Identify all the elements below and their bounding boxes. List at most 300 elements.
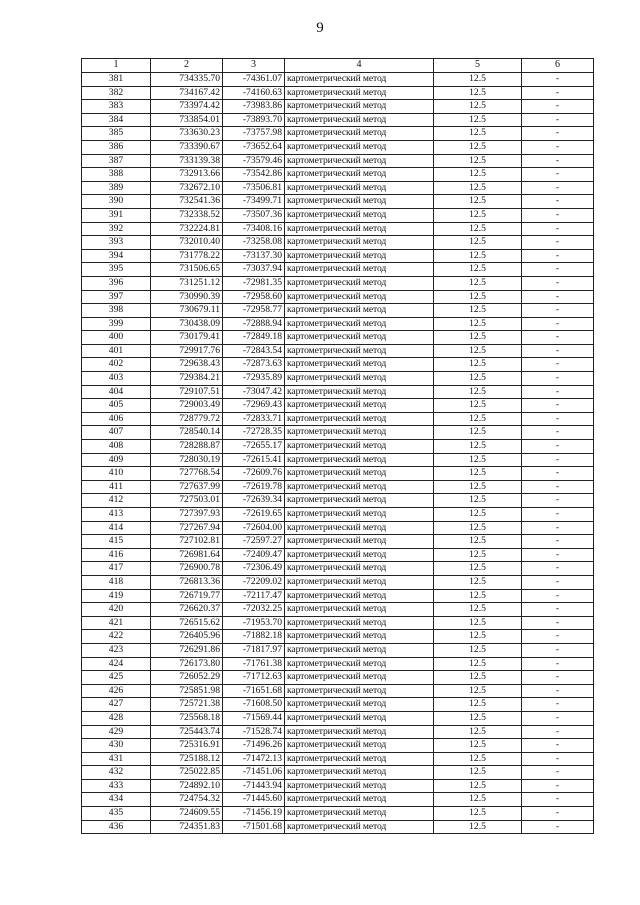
method-cell: картометрический метод bbox=[285, 331, 434, 345]
note-cell: - bbox=[522, 372, 594, 386]
y-coordinate-cell: -74361.07 bbox=[223, 73, 285, 87]
method-cell: картометрический метод bbox=[285, 412, 434, 426]
point-number-cell: 427 bbox=[82, 698, 151, 712]
x-coordinate-cell: 732338.52 bbox=[151, 208, 223, 222]
accuracy-cell: 12.5 bbox=[434, 208, 522, 222]
table-row bbox=[82, 412, 594, 426]
accuracy-cell: 12.5 bbox=[434, 643, 522, 657]
method-cell: картометрический метод bbox=[285, 440, 434, 454]
method-cell: картометрический метод bbox=[285, 548, 434, 562]
accuracy-cell: 12.5 bbox=[434, 195, 522, 209]
x-coordinate-cell: 728030.19 bbox=[151, 453, 223, 467]
x-coordinate-cell: 731251.12 bbox=[151, 276, 223, 290]
method-cell: картометрический метод bbox=[285, 616, 434, 630]
point-number-cell: 389 bbox=[82, 181, 151, 195]
x-coordinate-cell: 724351.83 bbox=[151, 820, 223, 834]
point-number-cell: 401 bbox=[82, 344, 151, 358]
point-number-cell: 425 bbox=[82, 671, 151, 685]
table-row bbox=[82, 168, 594, 182]
point-number-cell: 408 bbox=[82, 440, 151, 454]
point-number-cell: 383 bbox=[82, 100, 151, 114]
table-row bbox=[82, 249, 594, 263]
table-row bbox=[82, 304, 594, 318]
note-cell: - bbox=[522, 671, 594, 685]
accuracy-cell: 12.5 bbox=[434, 575, 522, 589]
y-coordinate-cell: -73542.86 bbox=[223, 168, 285, 182]
note-cell: - bbox=[522, 630, 594, 644]
point-number-cell: 396 bbox=[82, 276, 151, 290]
method-cell: картометрический метод bbox=[285, 494, 434, 508]
method-cell: картометрический метод bbox=[285, 684, 434, 698]
accuracy-cell: 12.5 bbox=[434, 249, 522, 263]
table-row bbox=[82, 453, 594, 467]
note-cell: - bbox=[522, 725, 594, 739]
note-cell: - bbox=[522, 249, 594, 263]
note-cell: - bbox=[522, 168, 594, 182]
method-cell: картометрический метод bbox=[285, 575, 434, 589]
point-number-cell: 403 bbox=[82, 372, 151, 386]
method-cell: картометрический метод bbox=[285, 480, 434, 494]
point-number-cell: 387 bbox=[82, 154, 151, 168]
y-coordinate-cell: -73499.71 bbox=[223, 195, 285, 209]
y-coordinate-cell: -72615.41 bbox=[223, 453, 285, 467]
method-cell: картометрический метод bbox=[285, 236, 434, 250]
table-row bbox=[82, 358, 594, 372]
method-cell: картометрический метод bbox=[285, 807, 434, 821]
note-cell: - bbox=[522, 467, 594, 481]
accuracy-cell: 12.5 bbox=[434, 222, 522, 236]
accuracy-cell: 12.5 bbox=[434, 263, 522, 277]
method-cell: картометрический метод bbox=[285, 630, 434, 644]
accuracy-cell: 12.5 bbox=[434, 562, 522, 576]
y-coordinate-cell: -72639.34 bbox=[223, 494, 285, 508]
table-row bbox=[82, 752, 594, 766]
table-row bbox=[82, 725, 594, 739]
y-coordinate-cell: -71882.18 bbox=[223, 630, 285, 644]
x-coordinate-cell: 728540.14 bbox=[151, 426, 223, 440]
method-cell: картометрический метод bbox=[285, 508, 434, 522]
table-row bbox=[82, 548, 594, 562]
x-coordinate-cell: 724754.32 bbox=[151, 793, 223, 807]
accuracy-cell: 12.5 bbox=[434, 725, 522, 739]
y-coordinate-cell: -73757.98 bbox=[223, 127, 285, 141]
x-coordinate-cell: 727503.01 bbox=[151, 494, 223, 508]
y-coordinate-cell: -73893.70 bbox=[223, 113, 285, 127]
table-row bbox=[82, 372, 594, 386]
y-coordinate-cell: -72873.63 bbox=[223, 358, 285, 372]
table-row bbox=[82, 113, 594, 127]
y-coordinate-cell: -72604.00 bbox=[223, 521, 285, 535]
accuracy-cell: 12.5 bbox=[434, 304, 522, 318]
accuracy-cell: 12.5 bbox=[434, 358, 522, 372]
point-number-cell: 419 bbox=[82, 589, 151, 603]
y-coordinate-cell: -72619.78 bbox=[223, 480, 285, 494]
method-cell: картометрический метод bbox=[285, 168, 434, 182]
accuracy-cell: 12.5 bbox=[434, 440, 522, 454]
method-cell: картометрический метод bbox=[285, 73, 434, 87]
x-coordinate-cell: 726291.86 bbox=[151, 643, 223, 657]
accuracy-cell: 12.5 bbox=[434, 711, 522, 725]
accuracy-cell: 12.5 bbox=[434, 181, 522, 195]
accuracy-cell: 12.5 bbox=[434, 698, 522, 712]
method-cell: картометрический метод bbox=[285, 100, 434, 114]
x-coordinate-cell: 729003.49 bbox=[151, 399, 223, 413]
table-row bbox=[82, 807, 594, 821]
note-cell: - bbox=[522, 100, 594, 114]
x-coordinate-cell: 731506.65 bbox=[151, 263, 223, 277]
point-number-cell: 413 bbox=[82, 508, 151, 522]
accuracy-cell: 12.5 bbox=[434, 73, 522, 87]
table-row bbox=[82, 698, 594, 712]
x-coordinate-cell: 725316.91 bbox=[151, 739, 223, 753]
table-row bbox=[82, 589, 594, 603]
header-col-5: 5 bbox=[434, 59, 522, 73]
x-coordinate-cell: 729917.76 bbox=[151, 344, 223, 358]
note-cell: - bbox=[522, 793, 594, 807]
point-number-cell: 436 bbox=[82, 820, 151, 834]
y-coordinate-cell: -72833.71 bbox=[223, 412, 285, 426]
accuracy-cell: 12.5 bbox=[434, 372, 522, 386]
point-number-cell: 411 bbox=[82, 480, 151, 494]
accuracy-cell: 12.5 bbox=[434, 752, 522, 766]
coordinates-table bbox=[81, 58, 594, 834]
table-row bbox=[82, 181, 594, 195]
table-row bbox=[82, 671, 594, 685]
method-cell: картометрический метод bbox=[285, 263, 434, 277]
table-row bbox=[82, 140, 594, 154]
table-row bbox=[82, 317, 594, 331]
x-coordinate-cell: 730990.39 bbox=[151, 290, 223, 304]
table-row bbox=[82, 290, 594, 304]
x-coordinate-cell: 725022.85 bbox=[151, 766, 223, 780]
note-cell: - bbox=[522, 453, 594, 467]
note-cell: - bbox=[522, 412, 594, 426]
note-cell: - bbox=[522, 154, 594, 168]
point-number-cell: 430 bbox=[82, 739, 151, 753]
y-coordinate-cell: -73137.30 bbox=[223, 249, 285, 263]
y-coordinate-cell: -71528.74 bbox=[223, 725, 285, 739]
accuracy-cell: 12.5 bbox=[434, 140, 522, 154]
y-coordinate-cell: -72032.25 bbox=[223, 603, 285, 617]
method-cell: картометрический метод bbox=[285, 426, 434, 440]
point-number-cell: 421 bbox=[82, 616, 151, 630]
point-number-cell: 393 bbox=[82, 236, 151, 250]
y-coordinate-cell: -72306.49 bbox=[223, 562, 285, 576]
table-row bbox=[82, 100, 594, 114]
x-coordinate-cell: 727397.93 bbox=[151, 508, 223, 522]
y-coordinate-cell: -72969.43 bbox=[223, 399, 285, 413]
note-cell: - bbox=[522, 711, 594, 725]
y-coordinate-cell: -72409.47 bbox=[223, 548, 285, 562]
note-cell: - bbox=[522, 616, 594, 630]
note-cell: - bbox=[522, 181, 594, 195]
note-cell: - bbox=[522, 562, 594, 576]
method-cell: картометрический метод bbox=[285, 154, 434, 168]
x-coordinate-cell: 726981.64 bbox=[151, 548, 223, 562]
accuracy-cell: 12.5 bbox=[434, 236, 522, 250]
x-coordinate-cell: 733630.23 bbox=[151, 127, 223, 141]
accuracy-cell: 12.5 bbox=[434, 548, 522, 562]
point-number-cell: 414 bbox=[82, 521, 151, 535]
point-number-cell: 394 bbox=[82, 249, 151, 263]
method-cell: картометрический метод bbox=[285, 643, 434, 657]
y-coordinate-cell: -71608.50 bbox=[223, 698, 285, 712]
method-cell: картометрический метод bbox=[285, 127, 434, 141]
note-cell: - bbox=[522, 290, 594, 304]
table-row bbox=[82, 440, 594, 454]
y-coordinate-cell: -72619.65 bbox=[223, 508, 285, 522]
accuracy-cell: 12.5 bbox=[434, 739, 522, 753]
note-cell: - bbox=[522, 304, 594, 318]
point-number-cell: 399 bbox=[82, 317, 151, 331]
point-number-cell: 404 bbox=[82, 385, 151, 399]
x-coordinate-cell: 733854.01 bbox=[151, 113, 223, 127]
note-cell: - bbox=[522, 140, 594, 154]
y-coordinate-cell: -73047.42 bbox=[223, 385, 285, 399]
x-coordinate-cell: 727637.99 bbox=[151, 480, 223, 494]
note-cell: - bbox=[522, 358, 594, 372]
accuracy-cell: 12.5 bbox=[434, 820, 522, 834]
x-coordinate-cell: 726900.78 bbox=[151, 562, 223, 576]
accuracy-cell: 12.5 bbox=[434, 168, 522, 182]
point-number-cell: 431 bbox=[82, 752, 151, 766]
y-coordinate-cell: -73037.94 bbox=[223, 263, 285, 277]
method-cell: картометрический метод bbox=[285, 793, 434, 807]
x-coordinate-cell: 726515.62 bbox=[151, 616, 223, 630]
accuracy-cell: 12.5 bbox=[434, 331, 522, 345]
table-row bbox=[82, 575, 594, 589]
note-cell: - bbox=[522, 766, 594, 780]
accuracy-cell: 12.5 bbox=[434, 453, 522, 467]
table-row bbox=[82, 86, 594, 100]
y-coordinate-cell: -71817.97 bbox=[223, 643, 285, 657]
x-coordinate-cell: 725851.98 bbox=[151, 684, 223, 698]
table-row bbox=[82, 684, 594, 698]
method-cell: картометрический метод bbox=[285, 208, 434, 222]
method-cell: картометрический метод bbox=[285, 344, 434, 358]
point-number-cell: 392 bbox=[82, 222, 151, 236]
y-coordinate-cell: -71501.68 bbox=[223, 820, 285, 834]
note-cell: - bbox=[522, 385, 594, 399]
point-number-cell: 381 bbox=[82, 73, 151, 87]
x-coordinate-cell: 726719.77 bbox=[151, 589, 223, 603]
point-number-cell: 435 bbox=[82, 807, 151, 821]
point-number-cell: 410 bbox=[82, 467, 151, 481]
note-cell: - bbox=[522, 807, 594, 821]
table-row bbox=[82, 562, 594, 576]
table-row bbox=[82, 739, 594, 753]
y-coordinate-cell: -71953.70 bbox=[223, 616, 285, 630]
x-coordinate-cell: 730679.11 bbox=[151, 304, 223, 318]
point-number-cell: 417 bbox=[82, 562, 151, 576]
point-number-cell: 418 bbox=[82, 575, 151, 589]
x-coordinate-cell: 729638.43 bbox=[151, 358, 223, 372]
accuracy-cell: 12.5 bbox=[434, 426, 522, 440]
method-cell: картометрический метод bbox=[285, 385, 434, 399]
method-cell: картометрический метод bbox=[285, 358, 434, 372]
note-cell: - bbox=[522, 643, 594, 657]
x-coordinate-cell: 726620.37 bbox=[151, 603, 223, 617]
method-cell: картометрический метод bbox=[285, 603, 434, 617]
y-coordinate-cell: -71712.63 bbox=[223, 671, 285, 685]
accuracy-cell: 12.5 bbox=[434, 467, 522, 481]
x-coordinate-cell: 726405.96 bbox=[151, 630, 223, 644]
accuracy-cell: 12.5 bbox=[434, 766, 522, 780]
table-row bbox=[82, 208, 594, 222]
note-cell: - bbox=[522, 195, 594, 209]
note-cell: - bbox=[522, 739, 594, 753]
method-cell: картометрический метод bbox=[285, 453, 434, 467]
accuracy-cell: 12.5 bbox=[434, 657, 522, 671]
accuracy-cell: 12.5 bbox=[434, 630, 522, 644]
point-number-cell: 407 bbox=[82, 426, 151, 440]
method-cell: картометрический метод bbox=[285, 535, 434, 549]
x-coordinate-cell: 732672.10 bbox=[151, 181, 223, 195]
method-cell: картометрический метод bbox=[285, 113, 434, 127]
table-row bbox=[82, 276, 594, 290]
accuracy-cell: 12.5 bbox=[434, 671, 522, 685]
note-cell: - bbox=[522, 548, 594, 562]
point-number-cell: 398 bbox=[82, 304, 151, 318]
note-cell: - bbox=[522, 222, 594, 236]
accuracy-cell: 12.5 bbox=[434, 793, 522, 807]
x-coordinate-cell: 733390.67 bbox=[151, 140, 223, 154]
y-coordinate-cell: -71569.44 bbox=[223, 711, 285, 725]
method-cell: картометрический метод bbox=[285, 671, 434, 685]
point-number-cell: 422 bbox=[82, 630, 151, 644]
x-coordinate-cell: 733974.42 bbox=[151, 100, 223, 114]
point-number-cell: 382 bbox=[82, 86, 151, 100]
note-cell: - bbox=[522, 698, 594, 712]
method-cell: картометрический метод bbox=[285, 304, 434, 318]
y-coordinate-cell: -73579.46 bbox=[223, 154, 285, 168]
accuracy-cell: 12.5 bbox=[434, 113, 522, 127]
note-cell: - bbox=[522, 535, 594, 549]
note-cell: - bbox=[522, 73, 594, 87]
note-cell: - bbox=[522, 276, 594, 290]
note-cell: - bbox=[522, 86, 594, 100]
accuracy-cell: 12.5 bbox=[434, 100, 522, 114]
method-cell: картометрический метод bbox=[285, 562, 434, 576]
table-row bbox=[82, 793, 594, 807]
table-row bbox=[82, 535, 594, 549]
method-cell: картометрический метод bbox=[285, 195, 434, 209]
y-coordinate-cell: -72728.35 bbox=[223, 426, 285, 440]
method-cell: картометрический метод bbox=[285, 752, 434, 766]
method-cell: картометрический метод bbox=[285, 181, 434, 195]
table-row bbox=[82, 385, 594, 399]
point-number-cell: 416 bbox=[82, 548, 151, 562]
method-cell: картометрический метод bbox=[285, 467, 434, 481]
method-cell: картометрический метод bbox=[285, 698, 434, 712]
method-cell: картометрический метод bbox=[285, 290, 434, 304]
x-coordinate-cell: 728288.87 bbox=[151, 440, 223, 454]
note-cell: - bbox=[522, 779, 594, 793]
x-coordinate-cell: 729384.21 bbox=[151, 372, 223, 386]
accuracy-cell: 12.5 bbox=[434, 807, 522, 821]
table-row bbox=[82, 630, 594, 644]
table-row bbox=[82, 236, 594, 250]
method-cell: картометрический метод bbox=[285, 657, 434, 671]
header-col-6: 6 bbox=[522, 59, 594, 73]
method-cell: картометрический метод bbox=[285, 86, 434, 100]
table-row bbox=[82, 426, 594, 440]
y-coordinate-cell: -72609.76 bbox=[223, 467, 285, 481]
note-cell: - bbox=[522, 440, 594, 454]
y-coordinate-cell: -71496.26 bbox=[223, 739, 285, 753]
accuracy-cell: 12.5 bbox=[434, 344, 522, 358]
table-row bbox=[82, 657, 594, 671]
point-number-cell: 390 bbox=[82, 195, 151, 209]
y-coordinate-cell: -72935.89 bbox=[223, 372, 285, 386]
x-coordinate-cell: 734167.42 bbox=[151, 86, 223, 100]
x-coordinate-cell: 731778.22 bbox=[151, 249, 223, 263]
table-body bbox=[82, 73, 594, 834]
y-coordinate-cell: -72958.77 bbox=[223, 304, 285, 318]
x-coordinate-cell: 725568.18 bbox=[151, 711, 223, 725]
point-number-cell: 428 bbox=[82, 711, 151, 725]
accuracy-cell: 12.5 bbox=[434, 779, 522, 793]
table-row bbox=[82, 263, 594, 277]
x-coordinate-cell: 725443.74 bbox=[151, 725, 223, 739]
y-coordinate-cell: -71651.68 bbox=[223, 684, 285, 698]
y-coordinate-cell: -72117.47 bbox=[223, 589, 285, 603]
y-coordinate-cell: -73408.16 bbox=[223, 222, 285, 236]
method-cell: картометрический метод bbox=[285, 317, 434, 331]
table-row bbox=[82, 222, 594, 236]
accuracy-cell: 12.5 bbox=[434, 480, 522, 494]
y-coordinate-cell: -72597.27 bbox=[223, 535, 285, 549]
header-col-2: 2 bbox=[151, 59, 223, 73]
x-coordinate-cell: 734335.70 bbox=[151, 73, 223, 87]
page-number: 9 bbox=[316, 20, 324, 36]
table-row bbox=[82, 480, 594, 494]
table-row bbox=[82, 779, 594, 793]
accuracy-cell: 12.5 bbox=[434, 508, 522, 522]
method-cell: картометрический метод bbox=[285, 739, 434, 753]
accuracy-cell: 12.5 bbox=[434, 603, 522, 617]
x-coordinate-cell: 726813.36 bbox=[151, 575, 223, 589]
y-coordinate-cell: -71456.19 bbox=[223, 807, 285, 821]
accuracy-cell: 12.5 bbox=[434, 412, 522, 426]
note-cell: - bbox=[522, 820, 594, 834]
note-cell: - bbox=[522, 344, 594, 358]
y-coordinate-cell: -73506.81 bbox=[223, 181, 285, 195]
y-coordinate-cell: -73983.86 bbox=[223, 100, 285, 114]
x-coordinate-cell: 730179.41 bbox=[151, 331, 223, 345]
table-row bbox=[82, 73, 594, 87]
note-cell: - bbox=[522, 113, 594, 127]
table-row bbox=[82, 643, 594, 657]
method-cell: картометрический метод bbox=[285, 222, 434, 236]
accuracy-cell: 12.5 bbox=[434, 616, 522, 630]
table-row bbox=[82, 399, 594, 413]
y-coordinate-cell: -71451.06 bbox=[223, 766, 285, 780]
point-number-cell: 433 bbox=[82, 779, 151, 793]
accuracy-cell: 12.5 bbox=[434, 317, 522, 331]
y-coordinate-cell: -71472.13 bbox=[223, 752, 285, 766]
accuracy-cell: 12.5 bbox=[434, 276, 522, 290]
y-coordinate-cell: -72843.54 bbox=[223, 344, 285, 358]
note-cell: - bbox=[522, 684, 594, 698]
table-row bbox=[82, 820, 594, 834]
x-coordinate-cell: 732541.36 bbox=[151, 195, 223, 209]
table-header-row bbox=[82, 59, 594, 73]
point-number-cell: 385 bbox=[82, 127, 151, 141]
x-coordinate-cell: 724609.55 bbox=[151, 807, 223, 821]
table-row bbox=[82, 521, 594, 535]
point-number-cell: 429 bbox=[82, 725, 151, 739]
